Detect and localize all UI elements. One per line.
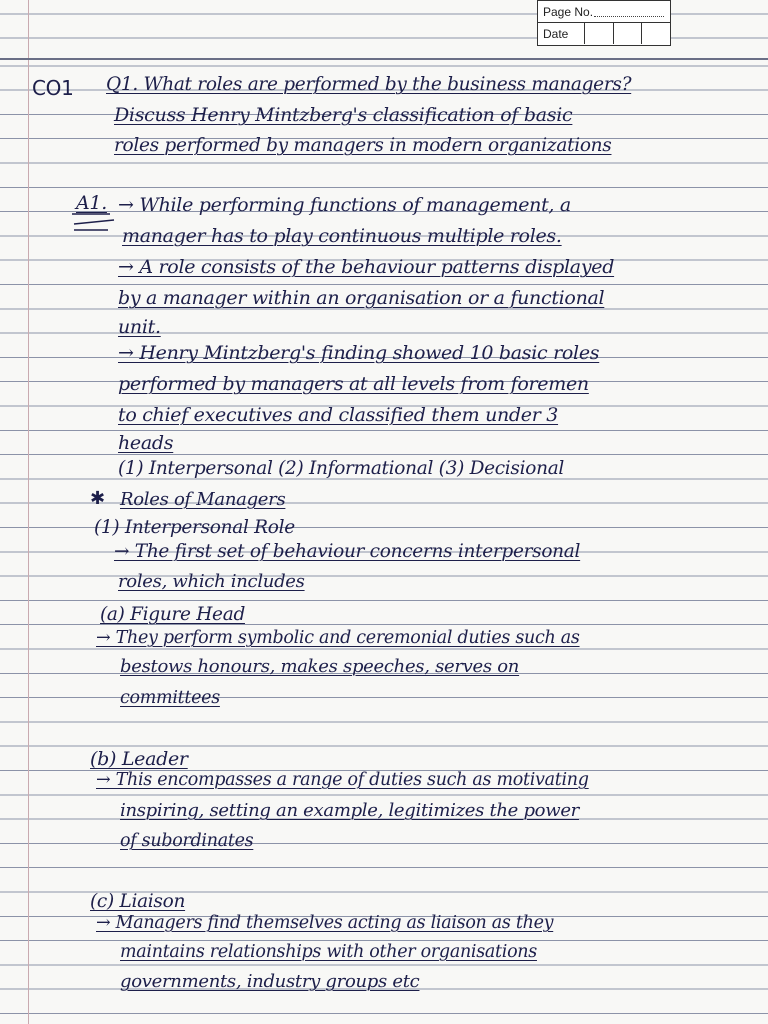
page-no-label: Page No. bbox=[543, 5, 594, 19]
answer-line: → A role consists of the behaviour patterns displayed bbox=[118, 256, 615, 278]
question-line: Discuss Henry Mintzberg's classification of basic bbox=[114, 104, 573, 126]
answer-line: to chief executives and classified them under 3 bbox=[118, 404, 559, 426]
star-icon: ✱ bbox=[90, 488, 106, 509]
role-line: bestows honours, makes speeches, serves on bbox=[120, 656, 520, 677]
role-line: roles, which includes bbox=[118, 571, 305, 592]
role-line: of subordinates bbox=[120, 831, 254, 851]
section-title: Roles of Managers bbox=[120, 489, 286, 510]
question-line: Q1. What roles are performed by the business managers? bbox=[106, 74, 632, 95]
answer-line: by a manager within an organisation or a functional bbox=[118, 287, 605, 309]
role-line: → Managers find themselves acting as liaison as they bbox=[96, 913, 554, 933]
answer-line: manager has to play continuous multiple roles. bbox=[122, 225, 562, 247]
role-line: → The first set of behaviour concerns interpersonal bbox=[114, 541, 581, 562]
role-line: → This encompasses a range of duties such as motivating bbox=[96, 770, 589, 790]
role-line: maintains relationships with other organisations bbox=[120, 942, 537, 962]
answer-line: → Henry Mintzberg's finding showed 10 basic roles bbox=[118, 342, 600, 364]
page-no-row bbox=[538, 1, 670, 23]
role-heading: (1) Interpersonal Role bbox=[94, 517, 295, 538]
answer-line: (1) Interpersonal (2) Informational (3) Decisional bbox=[118, 458, 565, 479]
answer-line: heads bbox=[118, 432, 174, 454]
answer-line: → While performing functions of management, a bbox=[118, 194, 571, 216]
course-outcome-code: CO1 bbox=[32, 76, 74, 100]
header-rule bbox=[0, 58, 768, 60]
role-heading: (a) Figure Head bbox=[100, 604, 245, 625]
role-heading: (b) Leader bbox=[90, 748, 188, 770]
answer-line: performed by managers at all levels from foremen bbox=[118, 373, 589, 395]
answer-label: A1. bbox=[76, 192, 107, 214]
question-line: roles performed by managers in modern organizations bbox=[114, 135, 612, 156]
role-heading: (c) Liaison bbox=[90, 891, 186, 912]
margin-line bbox=[28, 0, 29, 1024]
role-line: → They perform symbolic and ceremonial duties such as bbox=[96, 628, 580, 648]
date-label: Date bbox=[543, 27, 569, 41]
role-line: governments, industry groups etc bbox=[120, 971, 420, 992]
date-row bbox=[538, 23, 670, 44]
role-line: committees bbox=[120, 688, 220, 708]
role-line: inspiring, setting an example, legitimizes the power bbox=[120, 800, 579, 821]
answer-bracket-mark bbox=[70, 196, 116, 234]
answer-line: unit. bbox=[118, 316, 161, 338]
page-date-box bbox=[537, 0, 671, 46]
